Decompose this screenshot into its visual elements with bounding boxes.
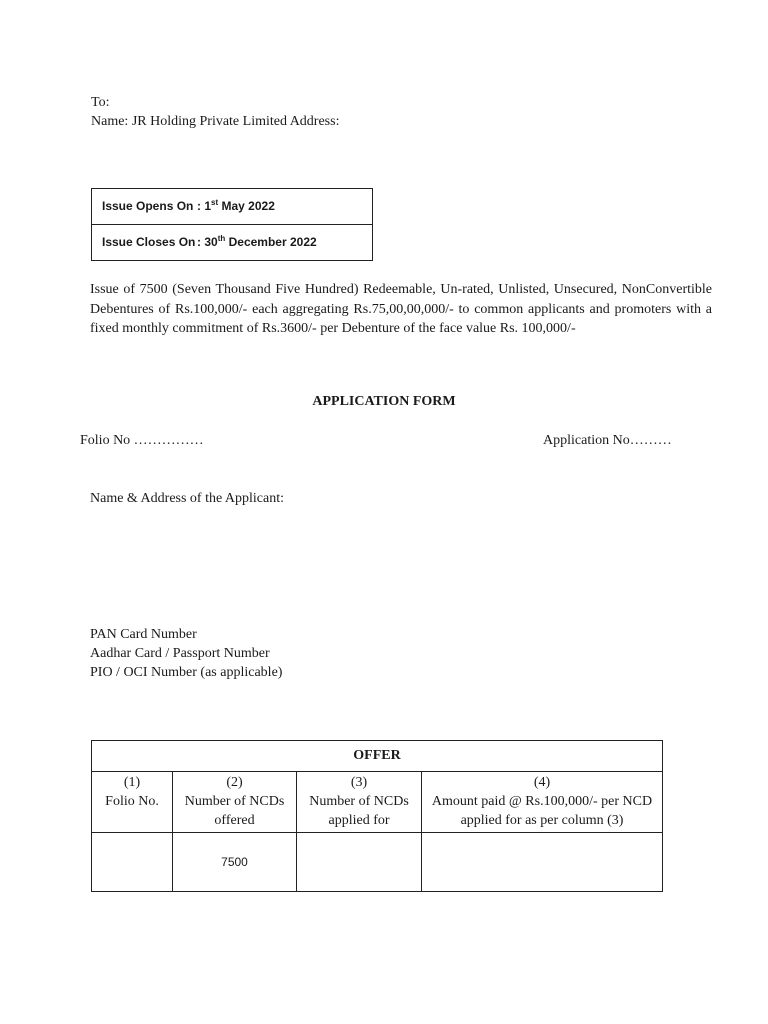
addressee-name: Name: JR Holding Private Limited Address: [91,114,340,129]
issue-opens-date: 1st May 2022 [204,198,275,213]
column-header: (1) Folio No. [92,772,173,833]
column-header: (2) Number of NCDs offered [173,772,297,833]
issue-opens-row: Issue Opens On : 1st May 2022 [92,189,372,224]
amount-paid-cell[interactable] [422,833,663,892]
applicant-name-address-label: Name & Address of the Applicant: [90,491,285,506]
ncds-applied-cell[interactable] [297,833,422,892]
aadhar-passport-label: Aadhar Card / Passport Number [90,646,270,661]
column-header: (3) Number of NCDs applied for [297,772,422,833]
issue-closes-row: Issue Closes On : 30th December 2022 [92,224,372,260]
pan-card-label: PAN Card Number [90,627,197,642]
issue-opens-label: Issue Opens On [102,199,194,213]
table-row [92,833,663,892]
issue-closes-label: Issue Closes On [102,235,196,249]
identity-fields [90,625,282,682]
addressee-block [91,93,339,131]
offer-table-header [92,772,663,833]
offer-table-title: OFFER [92,741,663,772]
pio-oci-label: PIO / OCI Number (as applicable) [90,665,283,680]
column-header: (4) Amount paid @ Rs.100,000/- per NCD applied for as per column (3) [422,772,663,833]
form-title: APPLICATION FORM [312,394,456,409]
to-label: To: [91,95,110,110]
ncds-offered-cell: 7500 [173,833,297,892]
issue-description: Issue of 7500 (Seven Thousand Five Hundred) Redeemable, Un-rated, Unlisted, Unsecured, NonConvertible Debentures of Rs.100,000/- each aggregating Rs.75,00,00,000/- to common applicants and promoters with a fixed monthly commitment of Rs.3600/- per Debenture of the face value Rs. 100,000/- [90,282,712,336]
offer-table [91,740,663,892]
issue-dates-box [91,188,373,261]
folio-no-cell[interactable] [92,833,173,892]
application-no-field[interactable]: Application No……… [543,433,672,448]
folio-no-field[interactable]: Folio No …………… [80,433,204,448]
issue-closes-date: 30th December 2022 [204,234,317,249]
